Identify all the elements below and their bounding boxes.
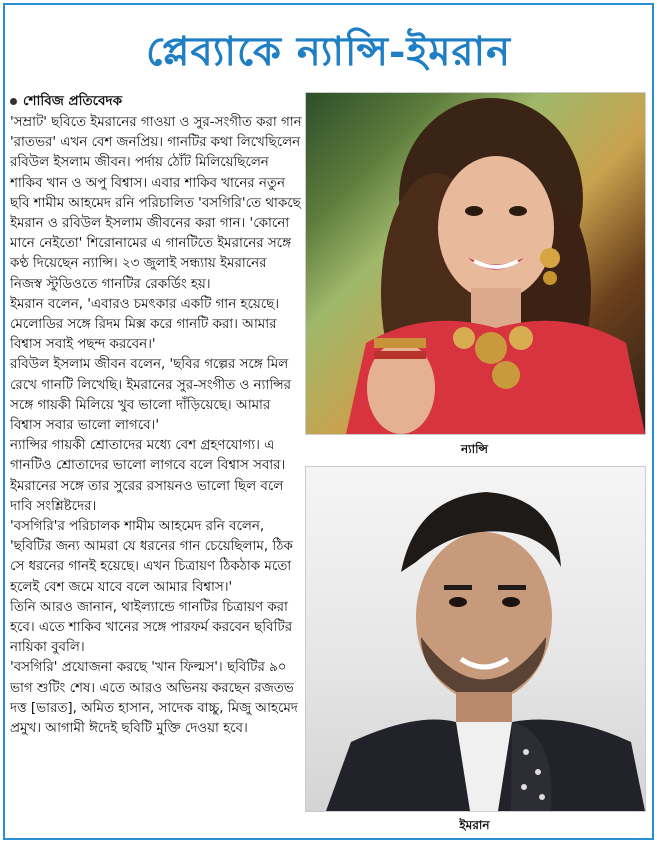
bullet-icon: [10, 98, 17, 105]
byline: [10, 92, 302, 111]
paragraph: ন্যান্সির গায়কী শ্রোতাদের মধ্যে বেশ গ্রহণযোগ্য। এ গানটিও শ্রোতাদের ভালো লাগবে বলে বিশ্বাস সবার। ইমরানের সঙ্গে তার সুরের রসায়নও ভালো ছিল বলে দাবি সংশ্লিষ্টদের।: [10, 438, 286, 514]
paragraph: ইমরান বলেন, 'এবারও চমৎকার একটি গান হয়েছে। মেলোডির সঙ্গে রিদম মিক্স করে গানটি করা। আমার বিশ্বাস সবাই পছন্দ করবেন।': [10, 296, 280, 353]
paragraph: 'বসগিরি'র পরিচালক শামীম আহমেদ রনি বলেন, 'ছবিটির জন্য আমরা যে ধরনের গান চেয়েছিলাম, ঠিক সে ধরনের গানই হয়েছে। এখন চিত্রায়ণ ঠিকঠাক মতো হলেই বেশ জমে যাবে বলে আমার বিশ্বাস।': [10, 519, 293, 595]
imran-portrait-illustration: [306, 467, 645, 811]
paragraph: 'বসগিরি' প্রযোজনা করছে 'খান ফিল্মস'। ছবিটির ৯০ ভাগ শুটিং শেষ। এতে আরও অভিনয় করছেন রজতভ দত্ত [ভারত], অমিত হাসান, সাদেক বাচ্চু, মিজু আহমেদ প্রমুখ। আগামী ঈদেই ছবিটি মুক্তি দেওয়া হবে।: [10, 660, 298, 737]
headline: প্লেব্যাকে ন্যান্সি-ইমরান: [145, 28, 512, 75]
paragraph: 'সম্রাট' ছবিতে ইমরানের গাওয়া ও সুর-সংগীত করা গান 'রাতভর' এখন বেশ জনপ্রিয়। গানটির কথা লিখেছিলেন রবিউল ইসলাম জীবন। পর্দায় ঠোঁট মিলিয়েছিলেন শাকিব খান ও অপু বিশ্বাস। এবার শাকিব খানের নতুন ছবি শামীম আহমেদ রনি পরিচালিত 'বসগিরি'তে থাকছে ইমরান ও রবিউল ইসলাম জীবনের করা গান। 'কোনো মানে নেইতো' শিরোনামের এ গানটিতে ইমরানের সঙ্গে কণ্ঠ দিয়েছেন ন্যান্সি। ২৩ জুলাই সন্ধ্যায় ইমরানের নিজস্ব স্টুডিওতে গানটির রেকর্ডিং হয়।: [10, 115, 302, 292]
nancy-caption: ন্যান্সি: [461, 442, 488, 456]
paragraph: তিনি আরও জানান, থাইল্যান্ডে গানটির চিত্রায়ণ করা হবে। এতে শাকিব খানের সঙ্গে পারফর্ম করবেন ছবিটির নায়িকা বুবলি।: [10, 599, 293, 656]
byline-text: শোবিজ প্রতিবেদক: [23, 93, 123, 109]
nancy-portrait-illustration: [306, 93, 645, 434]
article-body: [10, 92, 302, 830]
imran-caption: ইমরান: [459, 818, 490, 832]
nancy-photo: [305, 92, 646, 435]
paragraph: রবিউল ইসলাম জীবন বলেন, 'ছবির গল্পের সঙ্গে মিল রেখে গানটি লিখেছি। ইমরানের সুর-সংগীত ও ন্যান্সির সঙ্গে গায়কী মিলিয়ে খুব ভালো দাঁড়িয়েছে। আমার বিশ্বাস সবার ভালো লাগবে।': [10, 357, 292, 434]
imran-photo: [305, 466, 646, 812]
